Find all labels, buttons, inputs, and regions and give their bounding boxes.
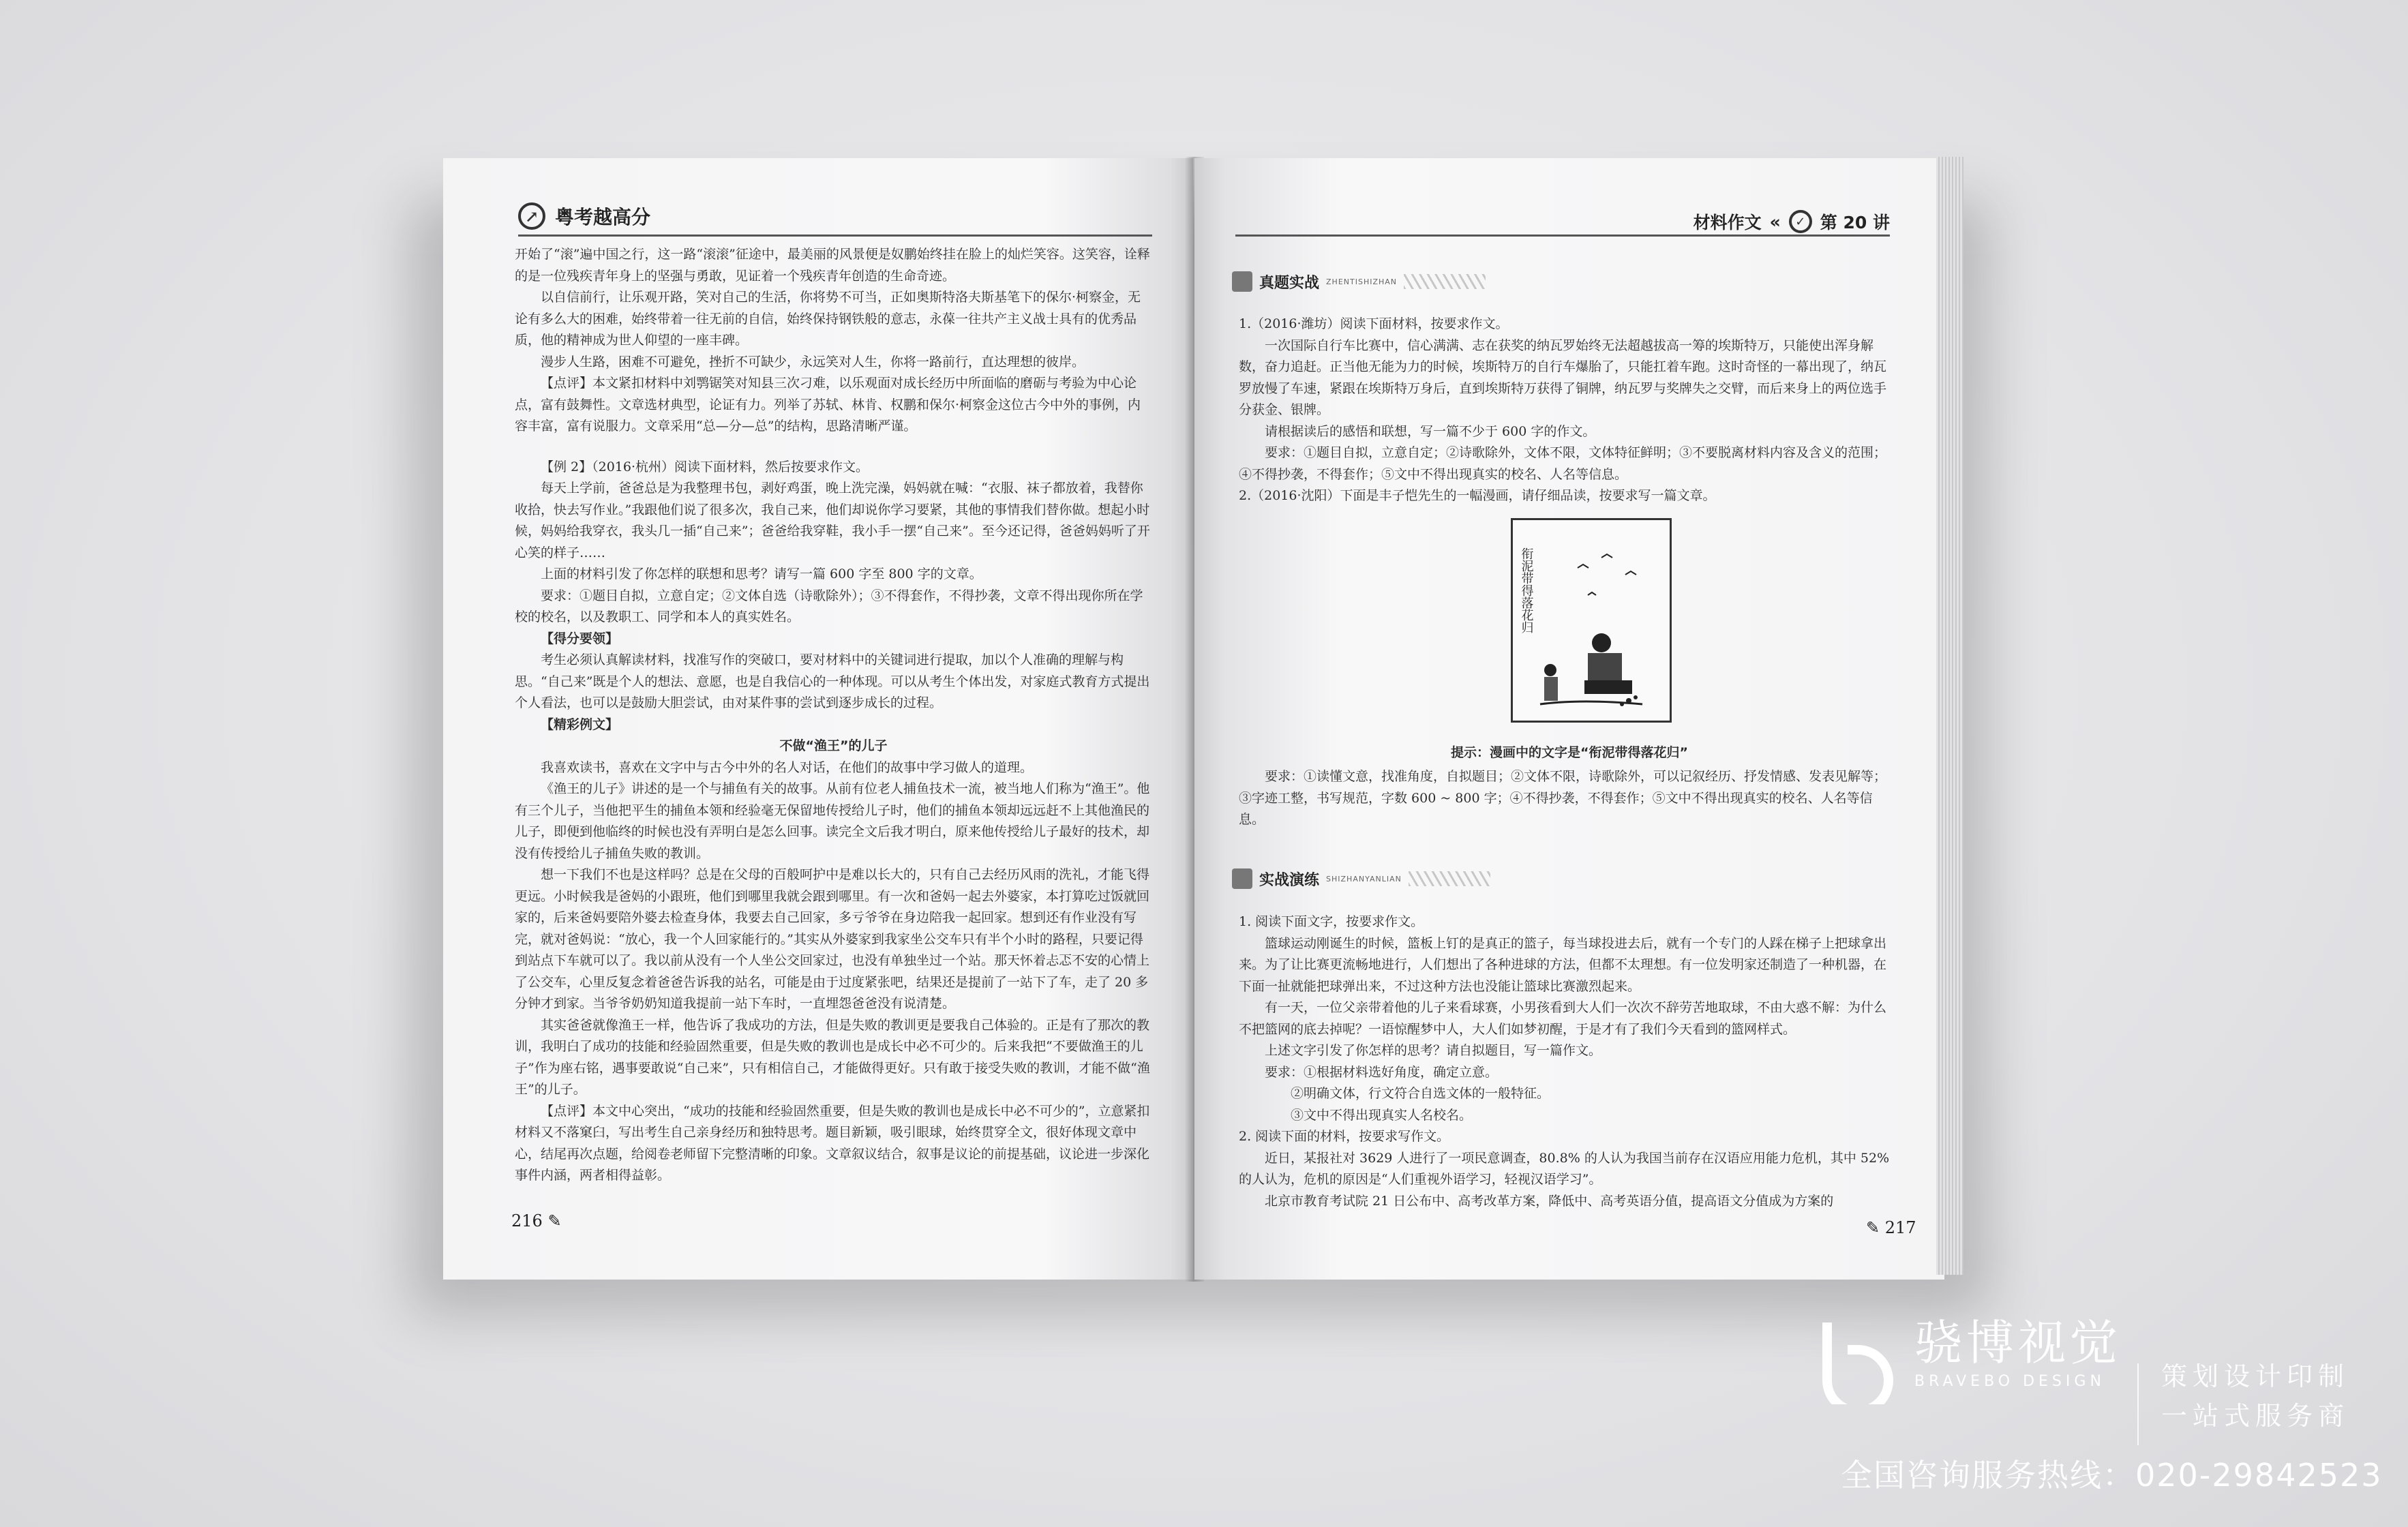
slogan-line-2: 一站式服务商 xyxy=(2161,1401,2350,1431)
paragraph: ②明确文体，行文符合自选文体的一般特征。 xyxy=(1291,1086,1550,1101)
brand-english: BRAVEBO DESIGN xyxy=(1914,1373,2105,1390)
paragraph: 要求：①题目自拟，立意自定；②诗歌除外，文体不限，文体特征鲜明；③不要脱离材料内容及含义的范围；④不得抄袭，不得套作；⑤文中不得出现真实的校名、人名等信息。 xyxy=(1239,445,1887,482)
section-name: 材料作文 xyxy=(1693,213,1762,232)
paragraph: ③文中不得出现真实人名校名。 xyxy=(1291,1107,1473,1123)
paragraph: 请根据读后的感悟和联想，写一篇不少于 600 字的作文。 xyxy=(1265,423,1596,439)
cartoon-inscription: 衔泥带得落花归 xyxy=(1519,547,1534,633)
paragraph: 近日，某报社对 3629 人进行了一项民意调查，80.8% 的人认为我国当前存在汉语应用能力危机，其中 52% 的人认为，危机的原因是“人们重视外语学习，轻视汉语学习”。 xyxy=(1239,1150,1890,1187)
flower-icon xyxy=(1232,868,1252,889)
double-chevron-icon: « xyxy=(1769,211,1781,232)
cartoon-illustration xyxy=(1511,518,1672,723)
paragraph: 上面的材料引发了你怎样的联想和思考？请写一篇 600 字至 800 字的文章。 xyxy=(541,566,982,581)
book-title: 粤考越高分 xyxy=(555,206,651,228)
page-number-right-text: 217 xyxy=(1884,1218,1916,1237)
banner-practice xyxy=(1232,866,1490,892)
left-body-text xyxy=(515,244,1152,1187)
header-rule xyxy=(518,235,1152,237)
paragraph: 要求：①题目自拟，立意自定；②文体自选（诗歌除外）；③不得套作，不得抄袭，文章不得出现你所在学校的校名，以及教职工、同学和本人的真实姓名。 xyxy=(515,588,1143,624)
pen-icon: ✎ xyxy=(547,1211,562,1230)
right-body-block1 xyxy=(1239,314,1893,507)
banner-real-exam-sub: ZHENTISHIZHAN xyxy=(1326,277,1398,286)
paragraph: 【得分要领】 xyxy=(541,631,619,646)
paragraph: 有一天，一位父亲带着他的儿子来看球赛，小男孩看到大人们一次次不辞劳苦地取球，不由大惑不解：为什么不把篮网的底去掉呢？一语惊醒梦中人，大人们如梦初醒，于是才有了我们今天看到的篮网样式。 xyxy=(1239,1000,1887,1037)
right-page xyxy=(1194,158,1944,1280)
banner-real-exam xyxy=(1232,269,1486,294)
paragraph: 我喜欢读书，喜欢在文字中与古今中外的名人对话，在他们的故事中学习做人的道理。 xyxy=(541,759,1034,775)
right-body-block2 xyxy=(1239,766,1893,831)
page-number-left-text: 216 xyxy=(511,1211,543,1230)
paragraph: 篮球运动刚诞生的时候，篮板上钉的是真正的篮子，每当球投进去后，就有一个专门的人踩在梯子上把球拿出来。为了让比赛更流畅地进行，人们想出了各种进球的方法，但都不太理想。有一位发明家还制造了一种机器，在下面一扯就能把球弹出来，不过这种方法也没能让篮球比赛激烈起来。 xyxy=(1239,935,1887,994)
arrow-logo-icon: ↗ xyxy=(518,202,545,230)
brand-divider xyxy=(2137,1363,2139,1445)
left-header xyxy=(518,202,650,230)
banner-practice-title: 实战演练 xyxy=(1259,871,1320,889)
left-page xyxy=(443,158,1193,1280)
paragraph: 1.（2016·潍坊）阅读下面材料，按要求作文。 xyxy=(1239,316,1509,331)
paragraph: 考生必须认真解读材料，找准写作的突破口，要对材料中的关键词进行提取，加以个人准确的理解与构思。“自己来”既是个人的想法、意愿，也是自我信心的一种体现。可以从考生个体出发，对家庭式教育方式提出个人看法，也可以是鼓励大胆尝试，由对某件事的尝试到逐步成长的过程。 xyxy=(515,652,1150,710)
paragraph: 不做“渔王”的儿子 xyxy=(779,738,888,753)
brand-slogan xyxy=(2161,1357,2349,1436)
paragraph: 【例 2】（2016·杭州）阅读下面材料，然后按要求作文。 xyxy=(541,459,869,474)
right-header xyxy=(1694,209,1890,234)
header-rule-right xyxy=(1235,235,1890,237)
cartoon-drawing xyxy=(1513,520,1670,721)
paragraph: 每天上学前，爸爸总是为我整理书包，剥好鸡蛋，晚上洗完澡，妈妈就在喊：“衣服、袜子都放着，我替你收拾，快去写作业。”我跟他们说了很多次，我自己来，他们却说你学习要紧，其他的事情我们替你做。想起小时候，妈妈给我穿衣，我头几一插“自己来”；爸爸给我穿鞋，我小手一摆“自己来”。至今还记得，爸爸妈妈听了开心笑的样子…… xyxy=(515,481,1150,560)
slogan-line-1: 策划设计印制 xyxy=(2161,1361,2350,1391)
paragraph: 漫步人生路，困难不可避免，挫折不可缺少，永远笑对人生，你将一路前行，直达理想的彼岸。 xyxy=(541,354,1085,369)
page-number-left xyxy=(511,1211,562,1230)
paragraph: 想一下我们不也是这样吗？总是在父母的百般呵护中是难以长大的，只有自己去经历风雨的洗礼，才能飞得更远。小时候我是爸妈的小跟班，他们到哪里我就会跟到哪里。有一次和爸妈一起去外婆家，本打算吃过饭就回家的，后来爸妈要陪外婆去检查身体，我要去自己回家，多亏爷爷在身边陪我一起回家。想到还有作业没有写完，就对爸妈说：“放心，我一个人回家能行的。”其实从外婆家到我家坐公交车只有半个小时的路程，只要记得到站点下车就可以了。我以前从没有一个人坐公交回家过，也没有单独坐过一个站。那天怀着忐忑不安的心情上了公交车，心里反复念着爸爸告诉我的站名，可能是由于过度紧张吧，结果还是提前了一站下了车，走了 20 多分钟才到家。当爷爷奶奶知道我提前一站下车时，一直埋怨爸爸没有说清楚。 xyxy=(515,867,1150,1011)
paragraph: 北京市教育考试院 21 日公布中、高考改革方案，降低中、高考英语分值，提高语文分值成为方案的 xyxy=(1265,1193,1834,1209)
illustration-caption: 提示：漫画中的文字是“衔泥带得落花归” xyxy=(1451,745,1688,760)
paragraph: 2.（2016·沈阳）下面是丰子恺先生的一幅漫画，请仔细品读，按要求写一篇文章。 xyxy=(1239,488,1716,503)
right-body-block3 xyxy=(1239,911,1893,1212)
banner-practice-sub: SHIZHANYANLIAN xyxy=(1326,874,1402,883)
paragraph: 1. 阅读下面文字，按要求作文。 xyxy=(1239,914,1424,929)
pen-icon-right: ✎ xyxy=(1866,1218,1880,1237)
paragraph: 其实爸爸就像渔王一样，他告诉了我成功的方法，但是失败的教训更是要我自己体验的。正是有了那次的教训，我明白了成功的技能和经验固然重要，但是失败的教训也是成长中必不可少的。后来我把“不要做渔王的儿子”作为座右铭，遇事要敢说“自己来”，只有相信自己，才能做得更好。只有敢于接受失败的教训，才能不做“渔王”的儿子。 xyxy=(515,1017,1150,1097)
hotline: 全国咨询服务热线：020-29842523 xyxy=(1841,1457,2383,1494)
banner-real-exam-title: 真题实战 xyxy=(1259,274,1320,292)
paragraph: 要求：①读懂文意，找准角度，自拟题目；②文体不限，诗歌除外，可以记叙经历、抒发情感、发表见解等；③字迹工整，书写规范，字数 600 ~ 800 字；④不得抄袭，不得套作；⑤文中不得出现真实的校名、人名等信息。 xyxy=(1239,769,1887,827)
brand-logo xyxy=(1813,1316,2122,1404)
banner-decoration-2 xyxy=(1409,871,1490,886)
paragraph: 【点评】本文中心突出，“成功的技能和经验固然重要，但是失败的教训也是成长中必不可少的”，立意紧扣材料又不落窠臼，写出考生自己亲身经历和独特思考。题目新颖，吸引眼球，始终贯穿全文，很好体现文章中心，结尾再次点题，给阅卷老师留下完整清晰的印象。文章叙议结合，叙事是议论的前提基础，议论进一步深化事件内涵，两者相得益彰。 xyxy=(515,1103,1150,1183)
paragraph: 以自信前行，让乐观开路，笑对自己的生活，你将势不可当，正如奥斯特洛夫斯基笔下的保尔·柯察金，无论有多么大的困难，始终带着一往无前的自信，始终保持钢铁般的意志，永葆一往共产主义战士具有的优秀品质，他的精神成为世人仰望的一座丰碑。 xyxy=(515,290,1141,348)
brand-name: 骁博视觉 xyxy=(1914,1315,2122,1371)
building-icon xyxy=(1232,271,1252,292)
paragraph: 要求：①根据材料选好角度，确定立意。 xyxy=(1265,1064,1499,1080)
page-number-right xyxy=(1866,1218,1916,1237)
lecture-badge-icon: ✓ xyxy=(1789,210,1812,233)
page-edges xyxy=(1936,157,1963,1275)
paragraph: 【点评】本文紧扣材料中刘鹗锯笑对知县三次刁难，以乐观面对成长经历中所面临的磨砺与考验为中心论点，富有鼓舞性。文章选材典型，论证有力。列举了苏轼、林肯、权鹏和保尔·柯察金这位古今中外的事例，内容丰富，富有说服力。文章采用“总—分—总”的结构，思路清晰严谨。 xyxy=(515,376,1141,434)
paragraph: 上述文字引发了你怎样的思考？请自拟题目，写一篇作文。 xyxy=(1265,1043,1602,1058)
brand-b-icon xyxy=(1813,1316,1902,1404)
lecture-number: 第 20 讲 xyxy=(1820,213,1890,232)
banner-decoration xyxy=(1404,274,1486,289)
paragraph: 2. 阅读下面的材料，按要求写作文。 xyxy=(1239,1129,1450,1144)
paragraph: 《渔王的儿子》讲述的是一个与捕鱼有关的故事。从前有位老人捕鱼技术一流，被当地人们称为“渔王”。他有三个儿子，当他把平生的捕鱼本领和经验毫无保留地传授给儿子时，他们的捕鱼本领却远远赶不上其他渔民的儿子，即便到他临终的时候也没有弄明白是怎么回事。读完全文后我才明白，原来他传授给儿子最好的技术，却没有传授给儿子捕鱼失败的教训。 xyxy=(515,781,1150,861)
paragraph: 开始了“滚”遍中国之行，这一路“滚滚”征途中，最美丽的风景便是奴鹏始终挂在脸上的灿烂笑容。这笑容，诠释的是一位残疾青年身上的坚强与勇敢，见证着一个残疾青年创造的生命奇迹。 xyxy=(515,247,1150,284)
paragraph: 【精彩例文】 xyxy=(541,716,619,732)
paragraph: 一次国际自行车比赛中，信心满满、志在获奖的纳瓦罗始终无法超越拔高一筹的埃斯特万，只能使出浑身解数，奋力追赶。正当他无能为力的时候，埃斯特万的自行车爆胎了，只能扛着车跑。这时奇怪的一幕出现了，纳瓦罗放慢了车速，紧跟在埃斯特万身后，直到埃斯特万获得了铜牌，纳瓦罗与奖牌失之交臂，而后来身上的两位选手分获金、银牌。 xyxy=(1239,337,1887,417)
